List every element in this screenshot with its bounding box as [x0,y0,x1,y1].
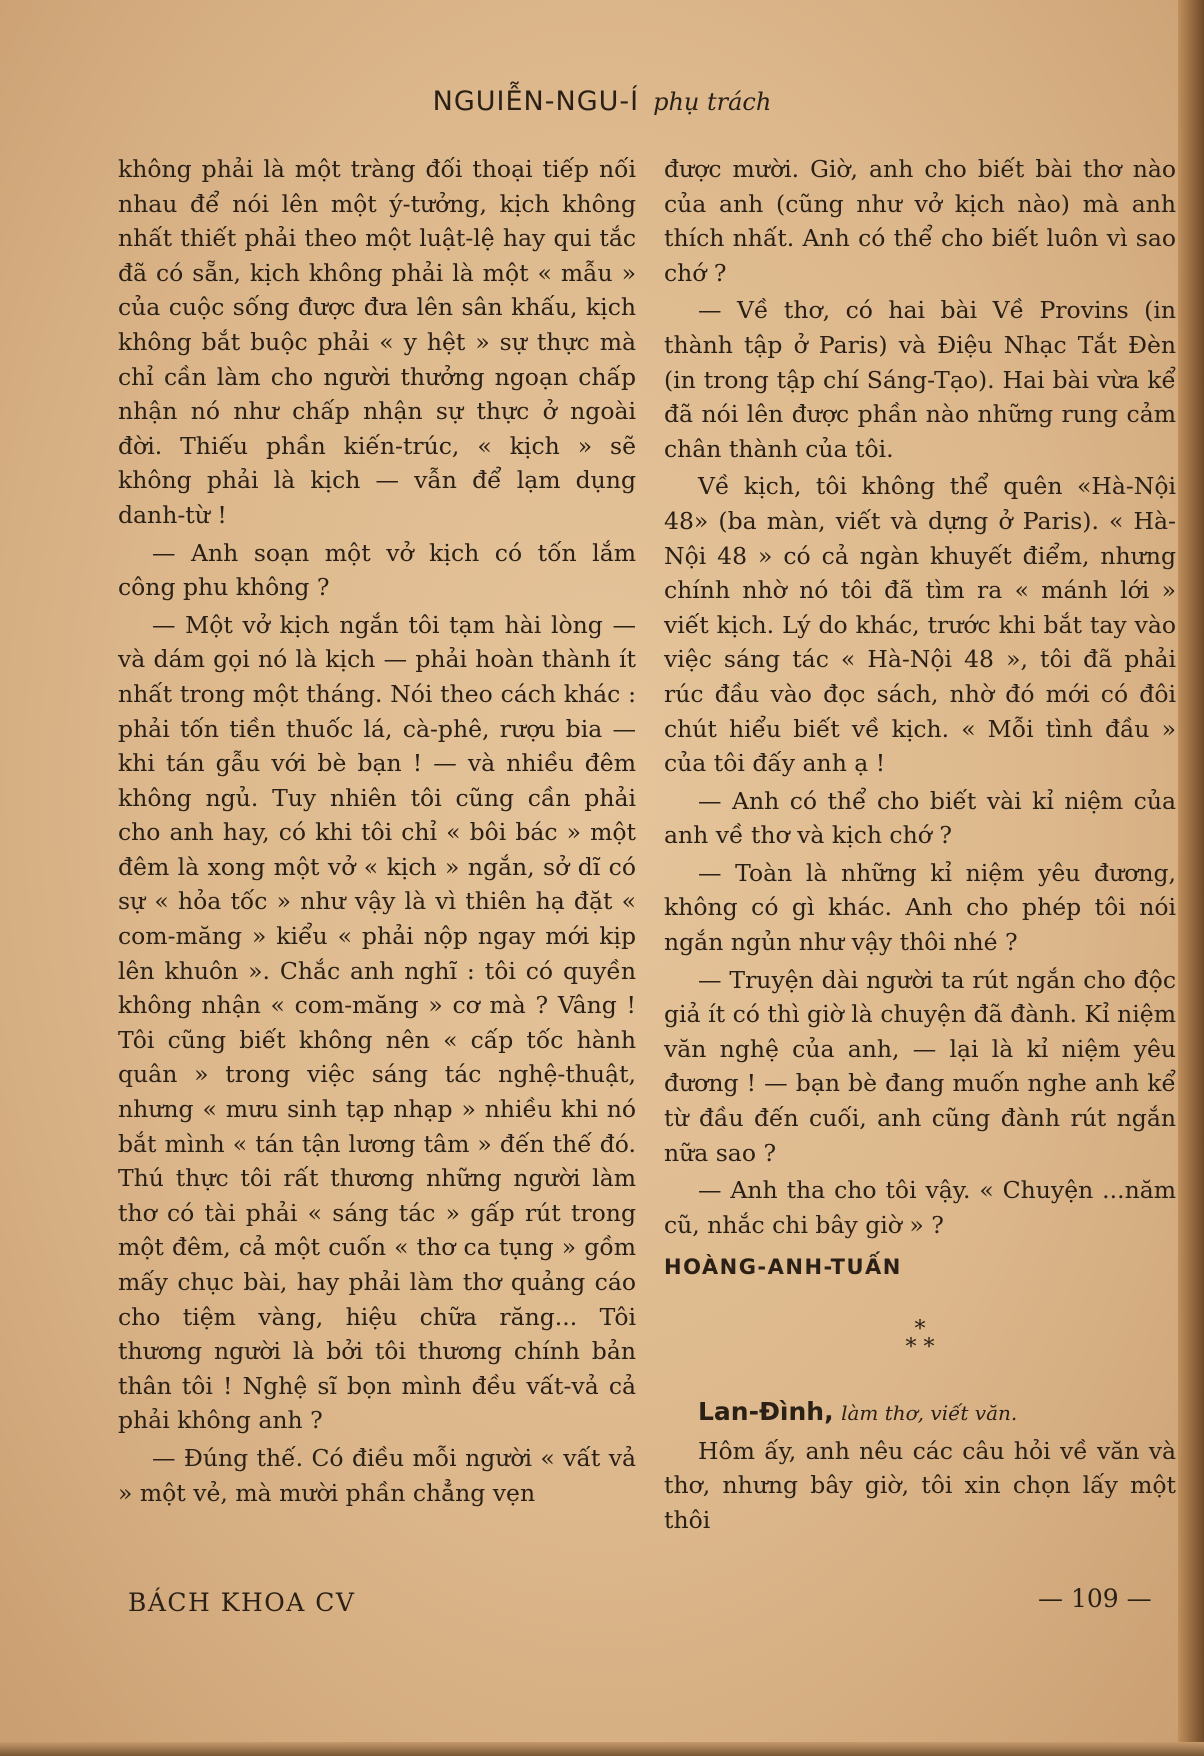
page-number: — 109 — [1038,1584,1152,1613]
paragraph: — Về thơ, có hai bài Về Provins (in thành tập ở Paris) và Điệu Nhạc Tắt Đèn (in trong tập chí Sáng-Tạo). Hai bài vừa kể đã nói lên được phần nào những rung cảm chân thành của tôi. [664,296,1176,463]
next-interview-role: làm thơ, viết văn. [841,1401,1018,1425]
paragraph: không phải là một tràng đối thoại tiếp nối nhau để nói lên một ý-tưởng, kịch không nhất thiết phải theo một luật-lệ hay qui tắc đã có sẵn, kịch không phải là một « mẫu » của cuộc sống được đưa lên sân khấu, kịch không bắt buộc phải « y hệt » sự thực mà chỉ cần làm cho người thưởng ngoạn chấp nhận nó như chấp nhận sự thực ở ngoài đời. Thiếu phần kiến-trúc, « kịch » sẽ không phải là kịch — vẫn để lạm dụng danh-từ ! [118,155,636,529]
page-bottom-edge [0,1742,1204,1756]
page-header [0,86,1204,117]
page-edge-shadow [1178,0,1204,1756]
paragraph: Hôm ấy, anh nêu các câu hỏi về văn và thơ, nhưng bây giờ, tôi xin chọn lấy một thôi [664,1436,1176,1534]
right-column [664,152,1176,1540]
author-signature: HOÀNG-ANH-TUẤN [664,1255,902,1280]
paragraph: — Anh soạn một vở kịch có tốn lắm công phu không ? [118,538,636,602]
header-role: phụ trách [653,88,772,116]
paragraph: — Anh tha cho tôi vậy. « Chuyện ...năm cũ, nhắc chi bây giờ » ? [664,1176,1176,1239]
paragraph: — Truyện dài người ta rút ngắn cho độc giả ít có thì giờ là chuyện đã đành. Kỉ niệm văn nghệ của anh, — lại là kỉ niệm yêu đương ! — bạn bè đang muốn nghe anh kể từ đầu đến cuối, anh cũng đành rút ngắn nữa sao ? [664,965,1176,1167]
paragraph: — Anh có thể cho biết vài kỉ niệm của anh về thơ và kịch chớ ? [664,786,1176,850]
header-name: NGUIỄN-NGU-Í [432,86,640,117]
paragraph: — Toàn là những kỉ niệm yêu đương, không có gì khác. Anh cho phép tôi nói ngắn ngủn như vậy thôi nhé ? [664,858,1176,957]
next-interview-name: Lan-Đình, [698,1397,834,1426]
paragraph: Về kịch, tôi không thể quên «Hà-Nội 48» (ba màn, viết và dựng ở Paris). « Hà-Nội 48 » có cả ngàn khuyết điểm, nhưng chính nhờ nó tôi đã tìm ra « mánh lới » viết kịch. Lý do khác, trước khi bắt tay vào việc sáng tác « Hà-Nội 48 », tôi đã phải rúc đầu vào đọc sách, nhờ đó mới có đôi chút hiểu biết về kịch. « Mỗi tình đầu » của tôi đấy anh ạ ! [664,472,1176,778]
paragraph: được mười. Giờ, anh cho biết bài thơ nào của anh (cũng như vở kịch nào) mà anh thích nhất. Anh có thể cho biết luôn vì sao chớ ? [664,155,1176,287]
section-divider [664,1317,1176,1360]
paragraph: — Một vở kịch ngắn tôi tạm hài lòng — và dám gọi nó là kịch — phải hoàn thành ít nhất trong một tháng. Nói theo cách khác : phải tốn tiền thuốc lá, cà-phê, rượu bia — khi tán gẫu với bè bạn ! — và nhiều đêm không ngủ. Tuy nhiên tôi cũng cần phải cho anh hay, có khi tôi chỉ « bôi bác » một đêm là xong một vở « kịch » ngắn, sở dĩ có sự « hỏa tốc » như vậy là vì thiên hạ đặt « com-măng » kiểu « phải nộp ngay mới kịp lên khuôn ». Chắc anh nghĩ : tôi có quyền không nhận « com-măng » cơ mà ? Vâng ! Tôi cũng biết không nên « cấp tốc hành quân » trong việc sáng tác nghệ-thuật, nhưng « mưu sinh tạp nhạp » nhiều khi nó bắt mình « tán tận lương tâm » đến thế đó. Thú thực tôi rất thương những người làm thơ có tài phải « sáng tác » gấp rút trong một đêm, cả một cuốn « thơ ca tụng » gồm mấy chục bài, hay phải làm thơ quảng cáo cho tiệm vàng, hiệu chữa răng... Tôi thương người là bởi tôi thương chính bản thân tôi ! Nghệ sĩ bọn mình đều vất-vả cả phải không anh ? [118,610,636,1435]
left-column [118,152,636,1513]
paragraph: — Đúng thế. Có điều mỗi người « vất vả » một vẻ, mà mười phần chẳng vẹn [118,1443,636,1507]
magazine-footer: BÁCH KHOA CV [128,1588,356,1617]
next-interview-paragraph [664,1395,1176,1431]
asterism-top: * [914,1317,926,1342]
asterism-bottom: * * [905,1335,935,1360]
